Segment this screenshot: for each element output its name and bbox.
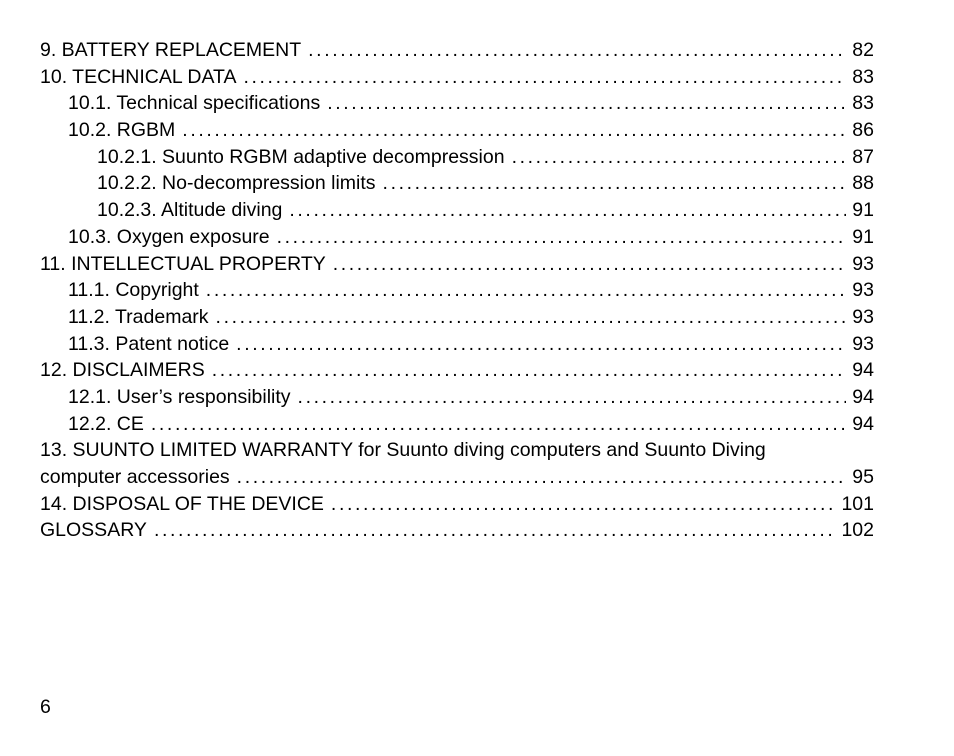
dot-leader [289,197,846,224]
toc-entry-title: GLOSSARY [40,519,147,542]
toc-entry-title: 10. TECHNICAL DATA [40,65,237,88]
toc-entry-title: 13. SUUNTO LIMITED WARRANTY for Suunto diving computers and Suunto Diving [40,439,766,462]
toc-entry-title: 10.2.3. Altitude diving [97,199,283,222]
toc-entry-page: 82 [852,39,874,61]
dot-leader [327,90,846,117]
toc-entry-page: 93 [852,305,874,328]
toc-entry-title: 10.2.1. Suunto RGBM adaptive decompression [97,145,505,168]
dot-leader [151,411,846,438]
toc-entry[interactable] [40,331,874,358]
toc-entry-title: 11.1. Copyright [68,279,199,302]
toc-entry-title: 10.2. RGBM [68,119,176,142]
toc-entry-title: 12. DISCLAIMERS [40,359,205,382]
toc-entry[interactable] [40,224,874,251]
toc-entry-page: 93 [852,279,874,302]
dot-leader [298,384,847,411]
toc-entry-title: 9. BATTERY REPLACEMENT [40,39,302,61]
toc-entry-page: 86 [852,119,874,142]
toc-entry-page: 83 [852,65,874,88]
toc-entry-page: 101 [841,492,874,515]
toc-entry[interactable] [40,251,874,278]
toc-entry-title: 11. INTELLECTUAL PROPERTY [40,252,326,275]
dot-leader [383,170,847,197]
toc-entry[interactable] [40,304,874,331]
toc-entry-continuation [40,464,874,491]
dot-leader [236,331,846,358]
page-number: 6 [40,696,51,718]
toc-entry[interactable] [40,411,874,438]
toc-entry-page: 94 [852,412,874,435]
toc-entry[interactable] [40,170,874,197]
dot-leader [237,464,847,491]
toc-entry-title: 12.1. User’s responsibility [68,385,291,408]
toc-entry-page: 91 [852,199,874,222]
toc-entry-page: 87 [852,145,874,168]
toc-entry[interactable] [40,90,874,117]
toc-entry-title: 10.2.2. No-decompression limits [97,172,376,195]
dot-leader [216,304,847,331]
toc-entry-page: 102 [841,519,874,542]
toc-entry[interactable] [40,437,874,490]
dot-leader [154,517,836,544]
toc-entry[interactable] [40,144,874,171]
toc-entry-title: 10.3. Oxygen exposure [68,225,270,248]
toc-entry-title: 14. DISPOSAL OF THE DEVICE [40,492,324,515]
toc-entry-page: 88 [852,172,874,195]
toc-entry-title: 12.2. CE [68,412,144,435]
dot-leader [308,37,846,64]
toc-entry[interactable] [40,117,874,144]
toc-entry[interactable] [40,64,874,91]
toc-entry[interactable] [40,277,874,304]
toc-entry[interactable] [40,197,874,224]
toc-entry[interactable] [40,37,874,64]
toc-entry-page: 83 [852,92,874,115]
toc-entry-title: 11.2. Trademark [68,305,209,328]
toc-entry-page: 94 [852,359,874,382]
toc-entry[interactable] [40,384,874,411]
toc-entry-page: 93 [852,332,874,355]
toc-entry-page: 95 [852,466,874,488]
dot-leader [512,144,847,171]
dot-leader [333,251,847,278]
toc-entry-title-continued: computer accessories [40,466,230,488]
dot-leader [212,357,847,384]
toc-entry[interactable] [40,357,874,384]
toc-entry[interactable] [40,517,874,544]
toc-entry-title: 10.1. Technical specifications [68,92,321,115]
toc-entry-page: 93 [852,252,874,275]
dot-leader [277,224,847,251]
toc-entry[interactable] [40,491,874,518]
dot-leader [182,117,846,144]
table-of-contents [40,37,874,544]
dot-leader [244,64,847,91]
dot-leader [331,491,836,518]
dot-leader [206,277,847,304]
toc-entry-page: 91 [852,225,874,248]
toc-entry-page: 94 [852,385,874,408]
toc-entry-title: 11.3. Patent notice [68,332,230,355]
